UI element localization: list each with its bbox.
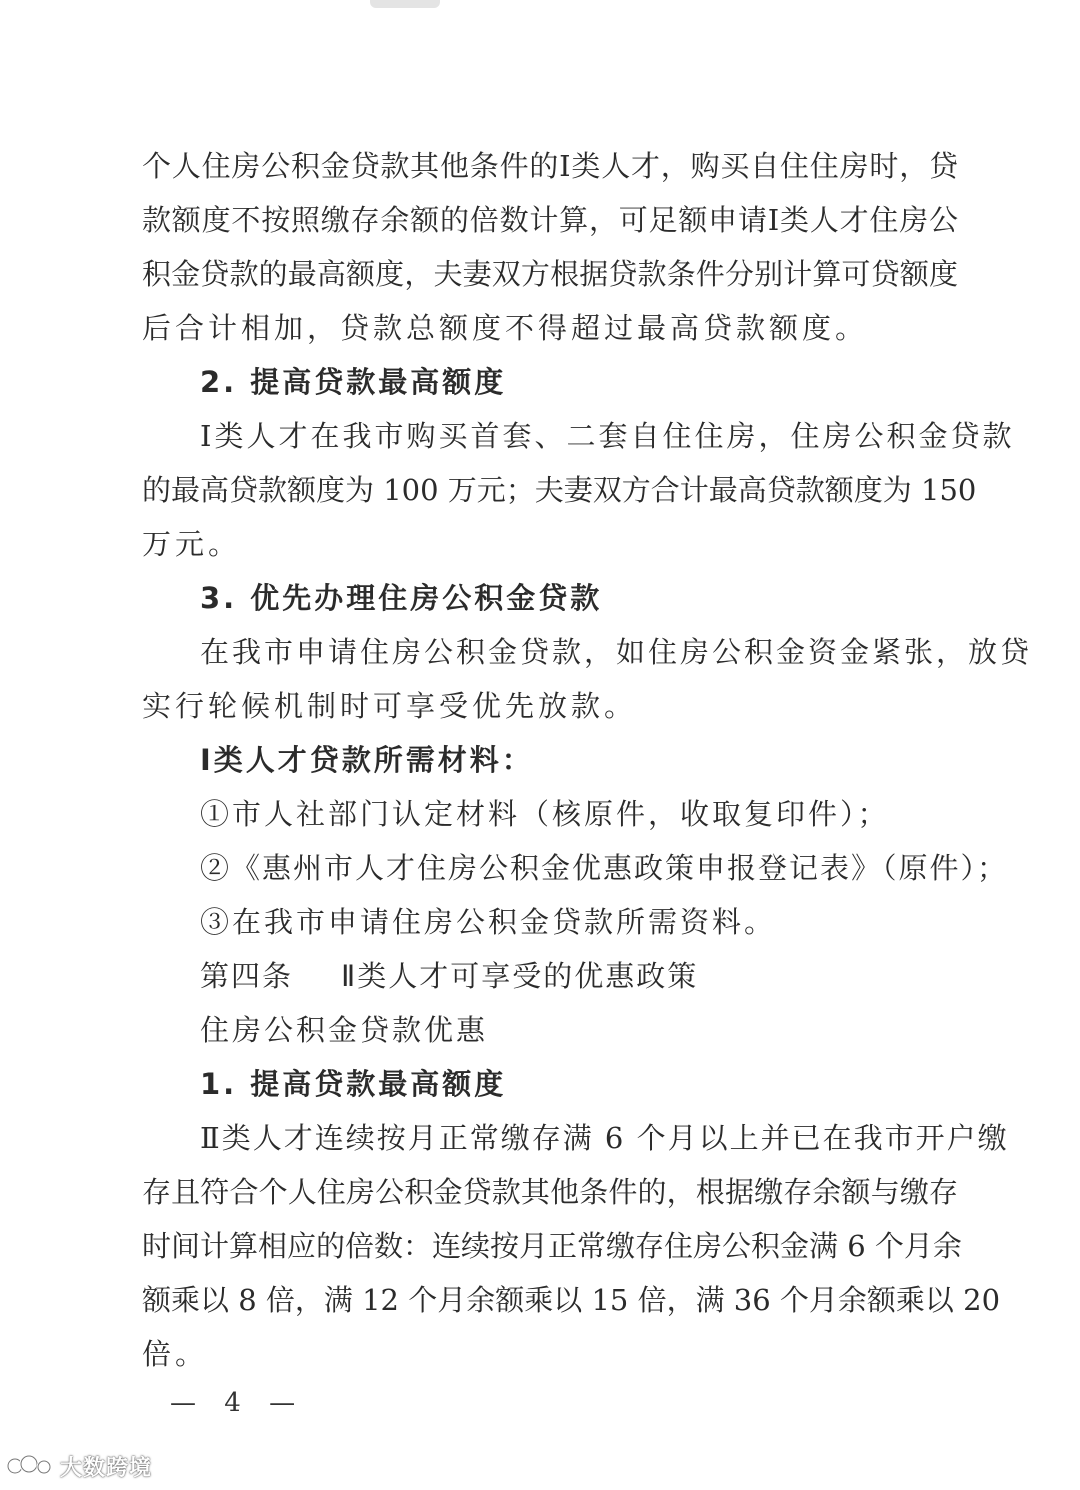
paragraph-1-line-1: 个人住房公积金贷款其他条件的Ⅰ类人才，购买自住住房时，贷 <box>142 149 958 183</box>
paragraph-4-line-2: 存且符合个人住房公积金贷款其他条件的，根据缴存余额与缴存 <box>142 1175 958 1209</box>
paragraph-2-line-2: 的最高贷款额度为 100 万元；夫妻双方合计最高贷款额度为 150 <box>142 473 977 507</box>
paragraph-4-line-4: 额乘以 8 倍，满 12 个月余额乘以 15 倍，满 36 个月余额乘以 20 <box>142 1283 1001 1317</box>
paragraph-1-line-2: 款额度不按照缴存余额的倍数计算，可足额申请Ⅰ类人才住房公 <box>142 203 958 237</box>
section-heading-4: 1. 提高贷款最高额度 <box>200 1067 507 1101</box>
article-4-number: 第四条 <box>200 959 294 993</box>
watermark <box>6 1452 152 1480</box>
paragraph-3-line-2: 实行轮候机制时可享受优先放款。 <box>142 689 638 723</box>
paragraph-2-line-1: Ⅰ类人才在我市购买首套、二套自住住房，住房公积金贷款 <box>200 419 1015 453</box>
paragraph-3-line-1: 在我市申请住房公积金贷款，如住房公积金资金紧张，放贷 <box>200 635 1033 669</box>
page-number: — 4 — <box>170 1388 306 1418</box>
materials-item-3: ③在我市申请住房公积金贷款所需资料。 <box>200 905 777 939</box>
article-4-heading <box>200 956 698 996</box>
paragraph-1-line-4: 后合计相加，贷款总额度不得超过最高贷款额度。 <box>142 311 869 345</box>
section-heading-3: 3. 优先办理住房公积金贷款 <box>200 581 603 615</box>
materials-heading: Ⅰ类人才贷款所需材料： <box>200 743 534 777</box>
subsection-title: 住房公积金贷款优惠 <box>200 1013 489 1047</box>
paragraph-2-line-3: 万元。 <box>142 527 242 561</box>
paragraph-4-line-5: 倍。 <box>142 1337 209 1371</box>
section-heading-2: 2. 提高贷款最高额度 <box>200 365 507 399</box>
materials-item-2: ②《惠州市人才住房公积金优惠政策申报登记表》（原件）； <box>200 851 1009 885</box>
paragraph-4-line-1: Ⅱ类人才连续按月正常缴存满 6 个月以上并已在我市开户缴 <box>200 1121 1009 1155</box>
paragraph-4-line-3: 时间计算相应的倍数：连续按月正常缴存住房公积金满 6 个月余 <box>142 1229 962 1263</box>
article-4-title: Ⅱ类人才可享受的优惠政策 <box>341 959 699 993</box>
bubble-logo-icon <box>6 1452 56 1480</box>
paragraph-1-line-3: 积金贷款的最高额度，夫妻双方根据贷款条件分别计算可贷额度 <box>142 257 958 291</box>
scan-smudge <box>370 0 440 8</box>
materials-item-1: ①市人社部门认定材料（核原件，收取复印件）； <box>200 797 890 831</box>
watermark-text: 大数跨境 <box>60 1455 153 1481</box>
